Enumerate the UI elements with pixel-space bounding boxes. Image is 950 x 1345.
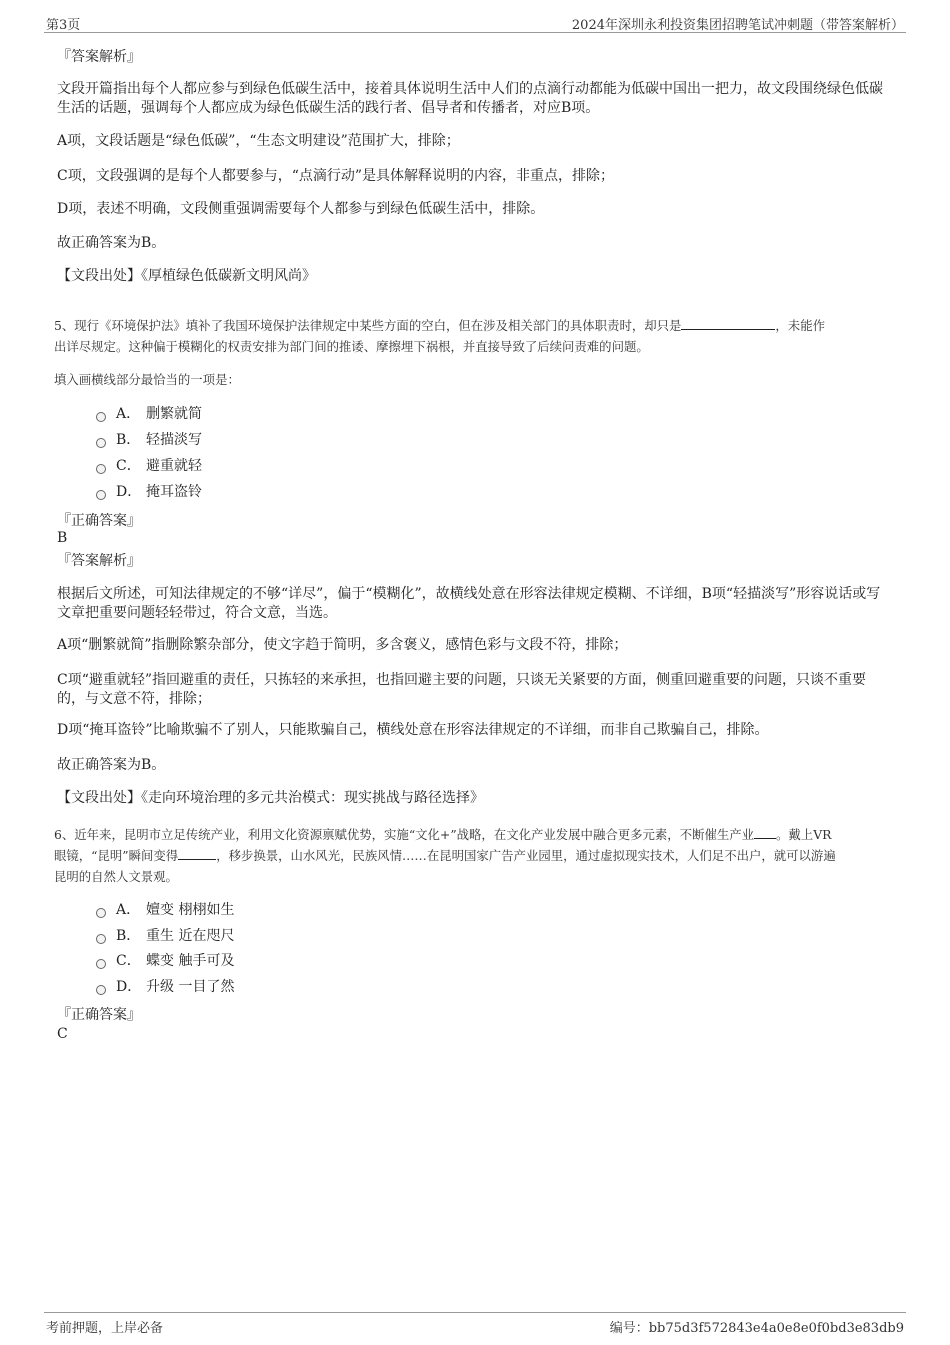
question-6-option-a[interactable]: A． 嬗变 栩栩如生	[96, 901, 234, 919]
option-a-note: A项“删繁就简”指删除繁杂部分，使文字趋于简明，多含褒义，感情色彩与文段不符，排除；	[57, 637, 628, 653]
question-5-option-d[interactable]: D． 掩耳盗铃	[96, 483, 202, 501]
answer-blank	[754, 826, 776, 839]
page-header	[44, 12, 906, 33]
option-d-note: D项“掩耳盗铃”比喻欺骗不了别人，只能欺骗自己，横线处意在形容法律规定的不详细，而非自己欺骗自己，排除。	[57, 722, 769, 738]
radio-icon[interactable]	[96, 959, 106, 969]
footer-slogan: 考前押题，上岸必备	[46, 1321, 164, 1336]
option-c-note: C项“避重就轻”指回避重的责任，只拣轻的来承担，也指回避主要的问题，只谈无关紧要的方面，侧重回避重要的问题，只谈不重要的，与文意不符，排除；	[57, 672, 867, 707]
radio-icon[interactable]	[96, 464, 106, 474]
correct-answer: C	[57, 1026, 68, 1042]
option-c-note: C项，文段强调的是每个人都要参与，“点滴行动”是具体解释说明的内容，非重点，排除；	[57, 168, 615, 184]
radio-icon[interactable]	[96, 934, 106, 944]
analysis-paragraph: 根据后文所述，可知法律规定的不够“详尽”，偏于“模糊化”，故横线处意在形容法律规定模糊、不详细，B项“轻描淡写”形容说话或写文章把重要问题轻轻带过，符合文意，当选。	[57, 586, 881, 621]
question-5-option-c[interactable]: C． 避重就轻	[96, 457, 202, 475]
answer-blank	[681, 317, 775, 330]
answer-label: 『正确答案』	[57, 513, 141, 529]
question-6-option-d[interactable]: D． 升级 一目了然	[96, 978, 234, 996]
analysis-paragraph: 文段开篇指出每个人都应参与到绿色低碳生活中，接着具体说明生活中人们的点滴行动都能为低碳中国出一把力，故文段围绕绿色低碳生活的话题，强调每个人都应成为绿色低碳生活的践行者、倡导者和传播者，对应B项。	[57, 81, 883, 116]
source-citation: 【文段出处】《厚植绿色低碳新文明风尚》	[57, 268, 316, 284]
option-a-note: A项，文段话题是“绿色低碳”，“生态文明建设”范围扩大，排除；	[57, 133, 460, 149]
source-citation: 【文段出处】《走向环境治理的多元共治模式：现实挑战与路径选择》	[57, 790, 484, 806]
answer-label: 『正确答案』	[57, 1007, 141, 1023]
radio-icon[interactable]	[96, 908, 106, 918]
radio-icon[interactable]	[96, 438, 106, 448]
correct-answer: B	[57, 530, 68, 546]
conclusion: 故正确答案为B。	[57, 757, 166, 773]
page-footer	[44, 1312, 906, 1337]
option-d-note: D项，表述不明确，文段侧重强调需要每个人都参与到绿色低碳生活中，排除。	[57, 201, 545, 217]
page-number: 第3页	[46, 18, 81, 33]
radio-icon[interactable]	[96, 412, 106, 422]
question-6-option-c[interactable]: C． 蝶变 触手可及	[96, 952, 234, 970]
document-code: 编号：bb75d3f572843e4a0e8e0f0bd3e83db9	[609, 1321, 904, 1336]
question-5-stem: 5、现行《环境保护法》填补了我国环境保护法律规定中某些方面的空白，但在涉及相关部门的具体职责时，却只是 ，未能作 出详尽规定。这种偏于模糊化的权责安排为部门间的推诿、摩擦埋下祸根，并直接导致了后续问责难的问题。	[54, 318, 825, 354]
radio-icon[interactable]	[96, 490, 106, 500]
conclusion: 故正确答案为B。	[57, 235, 166, 251]
question-6-stem: 6、近年来，昆明市立足传统产业，利用文化资源禀赋优势，实施“文化+”战略，在文化产业发展中融合更多元素，不断催生产业 。戴上VR 眼镜，“昆明”瞬间变得 ，移步换景，山水风光，民族风情……在昆明国家广告产业园里，通过虚拟现实技术，人们足不出户，就可以游遍 昆明的自然人文景观。	[54, 827, 836, 884]
question-6-option-b[interactable]: B． 重生 近在咫尺	[96, 927, 234, 945]
question-5-option-b[interactable]: B． 轻描淡写	[96, 431, 202, 449]
question-5-option-a[interactable]: A． 删繁就简	[96, 405, 202, 423]
document-title: 2024年深圳永利投资集团招聘笔试冲刺题（带答案解析）	[571, 18, 904, 33]
question-5-instruction: 填入画横线部分最恰当的一项是：	[54, 372, 240, 387]
analysis-label: 『答案解析』	[57, 49, 141, 65]
analysis-label: 『答案解析』	[57, 553, 141, 569]
answer-blank	[178, 847, 216, 860]
radio-icon[interactable]	[96, 985, 106, 995]
